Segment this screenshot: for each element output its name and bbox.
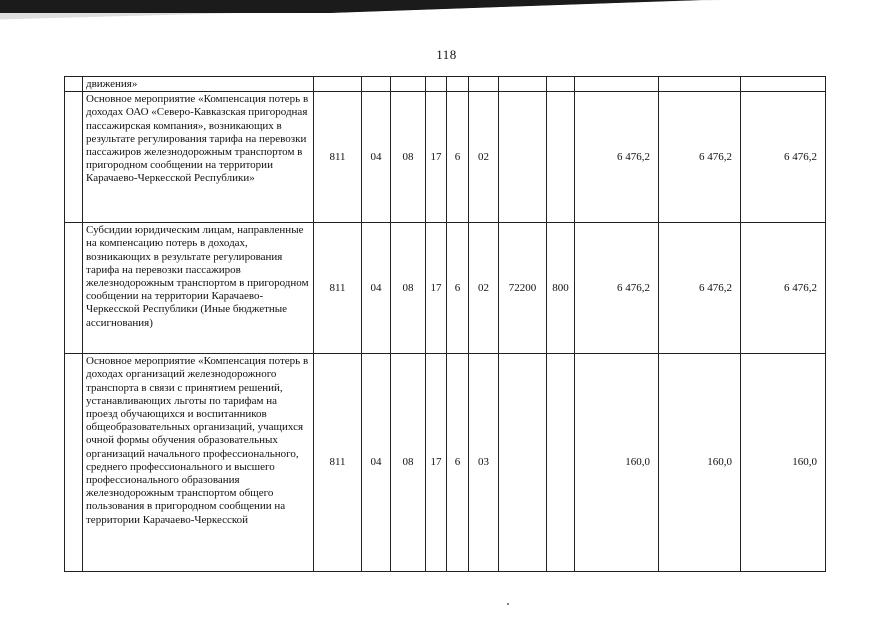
code-ministry: 811 [314, 92, 362, 223]
code-subprogram [447, 77, 469, 92]
amount-year-3: 6 476,2 [741, 223, 826, 354]
code-program: 17 [426, 223, 447, 354]
table-row [65, 223, 826, 354]
amount-year-1: 160,0 [575, 354, 659, 572]
code-program [426, 77, 447, 92]
table-row [65, 92, 826, 223]
row-description: Основное мероприятие «Компенсация потерь в доходах организаций железнодорожного транспорта в связи с принятием решений, устанавливающих льготы по тарифам на проезд обучающихся и воспитанников общеобразовательных организаций, учащихся очной формы обучения образовательных организаций начального профессионального, среднего профессионального и высшего профессионального образования железнодорожным транспортом общего пользования в пригородном сообщении на территории Карачаево-Черкесской [83, 354, 314, 572]
code-expense-type [547, 92, 575, 223]
code-section: 04 [362, 92, 391, 223]
amount-year-2: 6 476,2 [659, 223, 741, 354]
code-subsection: 08 [391, 92, 426, 223]
blank-cell [65, 77, 83, 92]
code-subsection [391, 77, 426, 92]
row-description: Субсидии юридическим лицам, направленные на компенсацию потерь в доходах, возникающих в результате регулирования тарифа на перевозки пассажиров железнодорожным транспортом в пригородном сообщении на территории Карачаево-Черкесской Республики (Иные бюджетные ассигнования) [83, 223, 314, 354]
code-activity [469, 77, 499, 92]
code-activity: 03 [469, 354, 499, 572]
code-section: 04 [362, 354, 391, 572]
code-ministry: 811 [314, 354, 362, 572]
amount-year-3: 160,0 [741, 354, 826, 572]
scan-speck [507, 603, 509, 605]
code-expense-type [547, 354, 575, 572]
row-description: движения» [83, 77, 314, 92]
page-number: 118 [436, 47, 457, 62]
code-subsection: 08 [391, 354, 426, 572]
code-section [362, 77, 391, 92]
code-direction [499, 354, 547, 572]
amount-year-2: 160,0 [659, 354, 741, 572]
amount-year-1: 6 476,2 [575, 92, 659, 223]
amount-year-1: 6 476,2 [575, 223, 659, 354]
code-subprogram: 6 [447, 354, 469, 572]
code-program: 17 [426, 92, 447, 223]
code-direction [499, 77, 547, 92]
code-expense-type [547, 77, 575, 92]
code-ministry [314, 77, 362, 92]
table-row [65, 354, 826, 572]
scan-shadow [0, 0, 893, 24]
code-direction: 72200 [499, 223, 547, 354]
amount-year-1 [575, 77, 659, 92]
code-ministry: 811 [314, 223, 362, 354]
amount-year-2: 6 476,2 [659, 92, 741, 223]
amount-year-3: 6 476,2 [741, 92, 826, 223]
budget-table [64, 76, 826, 572]
code-subsection: 08 [391, 223, 426, 354]
code-section: 04 [362, 223, 391, 354]
code-activity: 02 [469, 223, 499, 354]
code-subprogram: 6 [447, 92, 469, 223]
blank-cell [65, 354, 83, 572]
code-expense-type: 800 [547, 223, 575, 354]
blank-cell [65, 223, 83, 354]
blank-cell [65, 92, 83, 223]
row-description: Основное мероприятие «Компенсация потерь в доходах ОАО «Северо-Кавказская пригородная пассажирская компания», возникающих в результате регулирования тарифа на перевозки пассажиров железнодорожным транспортом в пригородном сообщении на территории Карачаево-Черкесской Республики» [83, 92, 314, 223]
code-subprogram: 6 [447, 223, 469, 354]
code-program: 17 [426, 354, 447, 572]
amount-year-2 [659, 77, 741, 92]
code-activity: 02 [469, 92, 499, 223]
code-direction [499, 92, 547, 223]
amount-year-3 [741, 77, 826, 92]
table-row [65, 77, 826, 92]
